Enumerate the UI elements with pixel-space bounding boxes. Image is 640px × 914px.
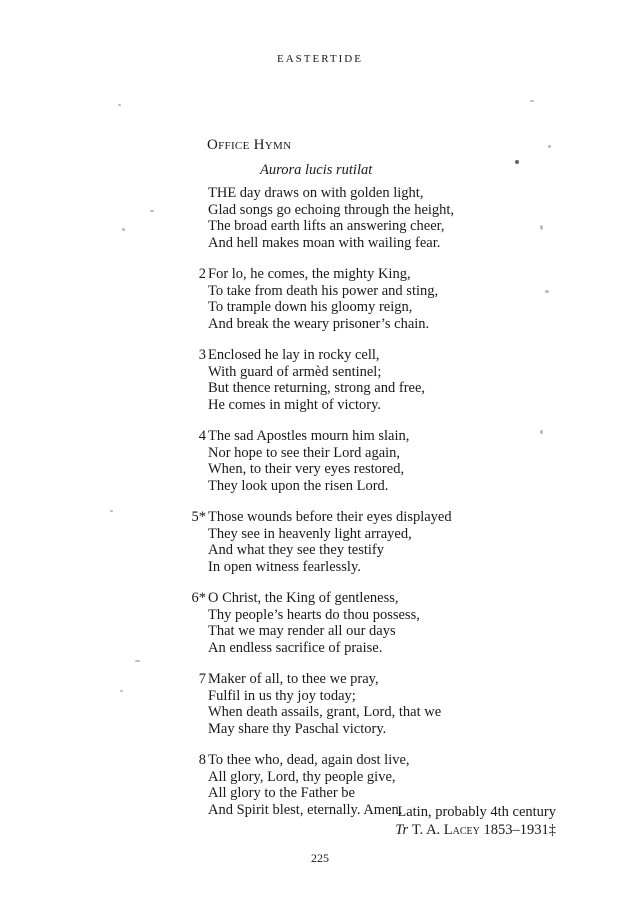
scan-speck	[548, 145, 551, 148]
scan-speck	[122, 228, 125, 231]
scan-speck	[118, 104, 121, 106]
verse-line: He comes in might of victory.	[208, 396, 382, 413]
attribution	[395, 803, 556, 839]
running-head: EASTERTIDE	[277, 53, 363, 65]
hymn-verse	[180, 590, 580, 656]
verse-number: 4	[198, 428, 206, 444]
hymn-verse	[180, 428, 580, 494]
verse-line: But thence returning, strong and free,	[208, 380, 426, 396]
verse-number: 8	[198, 752, 206, 768]
scan-speck	[135, 660, 140, 662]
hymn-verse	[180, 185, 580, 251]
attribution-translator	[395, 821, 556, 839]
verse-line: Those wounds before their eyes displayed	[208, 509, 452, 525]
hymn-verse	[180, 671, 580, 737]
scan-speck	[540, 430, 543, 434]
verse-line: In open witness fearlessly.	[208, 558, 361, 575]
verse-line: And break the weary prisoner’s chain.	[208, 315, 430, 332]
verse-line: To thee who, dead, again dost live,	[208, 752, 410, 768]
verse-line: When death assails, grant, Lord, that we	[208, 704, 442, 720]
verse-line: Nor hope to see their Lord again,	[208, 444, 401, 461]
verse-number: 5*	[191, 509, 206, 525]
translator-prefix: Tr	[395, 822, 409, 838]
verse-line: All glory to the Father be	[208, 785, 355, 801]
verse-line: The sad Apostles mourn him slain,	[208, 428, 410, 444]
verse-line: They look upon the risen Lord.	[208, 477, 389, 494]
verse-line: When, to their very eyes restored,	[208, 461, 405, 477]
hymn-verse	[180, 347, 580, 413]
hymn-subtitle: Aurora lucis rutilat	[260, 162, 373, 178]
verse-line: And hell makes moan with wailing fear.	[208, 234, 441, 251]
verse-line: O Christ, the King of gentleness,	[208, 590, 399, 606]
verse-line: All glory, Lord, thy people give,	[208, 768, 396, 785]
verse-line: To take from death his power and sting,	[208, 282, 439, 299]
verse-line: And what they see they testify	[208, 542, 384, 558]
verse-line: An endless sacrifice of praise.	[208, 639, 383, 656]
scan-speck	[545, 290, 549, 293]
hymn-verse	[180, 266, 580, 332]
verse-line: May share thy Paschal victory.	[208, 720, 387, 737]
verse-number: 3	[198, 347, 206, 363]
verse-number: 7	[198, 671, 206, 687]
verse-line: With guard of armèd sentinel;	[208, 363, 382, 380]
scan-speck	[515, 160, 519, 164]
hymn-verse	[180, 509, 580, 575]
verse-line: Thy people’s hearts do thou possess,	[208, 606, 420, 623]
verse-line: Enclosed he lay in rocky cell,	[208, 347, 380, 363]
verse-line: They see in heavenly light arrayed,	[208, 525, 412, 542]
scan-speck	[110, 510, 113, 512]
scan-speck	[530, 100, 534, 102]
scan-speck	[540, 225, 543, 230]
verse-line: That we may render all our days	[208, 623, 396, 639]
verse-line: For lo, he comes, the mighty King,	[208, 266, 411, 282]
attribution-source: Latin, probably 4th century	[397, 804, 556, 820]
verse-line: Glad songs go echoing through the height,	[208, 201, 455, 218]
verse-line: And Spirit blest, eternally. Amen.	[208, 801, 403, 818]
verse-line: To trample down his gloomy reign,	[208, 299, 413, 315]
verse-line: Maker of all, to thee we pray,	[208, 671, 379, 687]
hymn-verses	[180, 185, 580, 833]
verse-line: The broad earth lifts an answering cheer,	[208, 218, 445, 234]
translator-name: T. A. Lacey 1853–1931‡	[411, 822, 556, 838]
scan-speck	[120, 690, 123, 692]
scan-speck	[150, 210, 154, 212]
verse-line: Fulfil in us thy joy today;	[208, 687, 356, 704]
verse-number: 2	[198, 266, 206, 282]
section-title: Office Hymn	[207, 137, 292, 153]
verse-number: 6*	[191, 590, 206, 606]
page-number: 225	[311, 851, 329, 865]
verse-line: THE day draws on with golden light,	[208, 185, 424, 201]
